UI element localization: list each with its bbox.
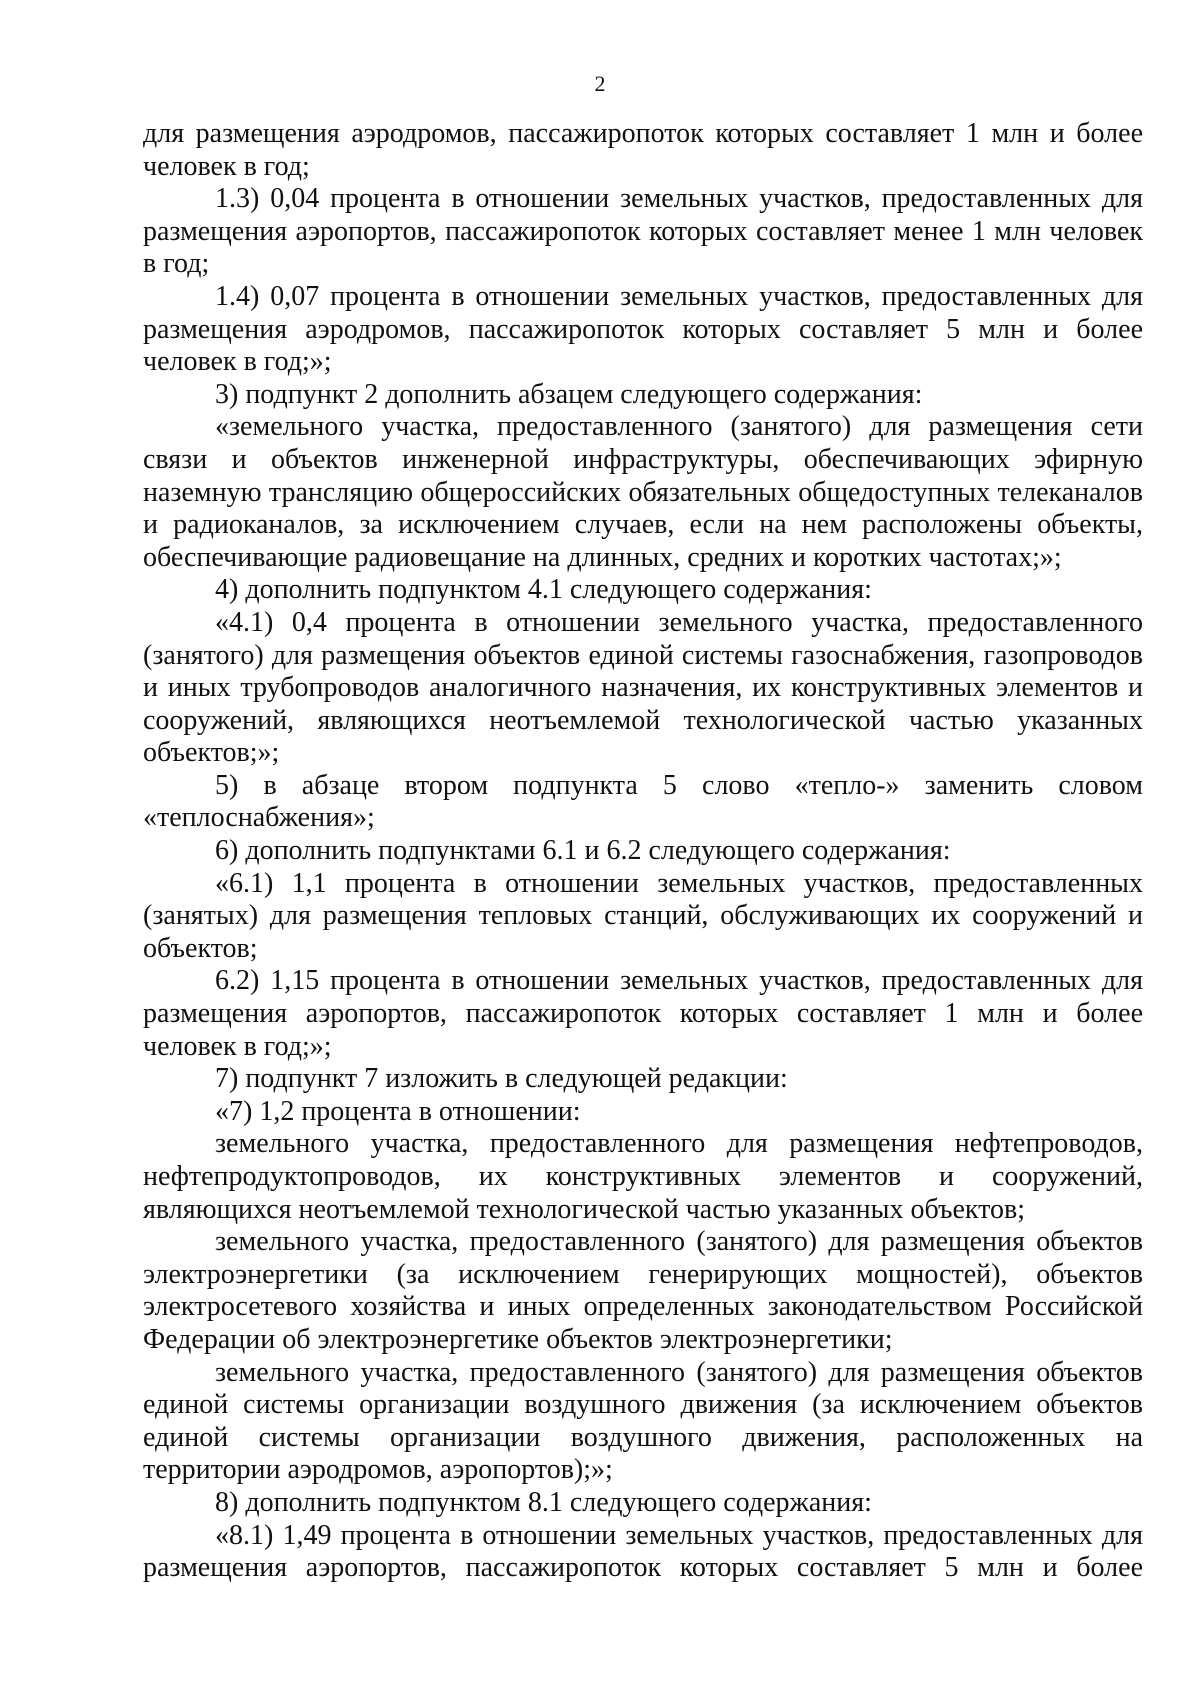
paragraph: 3) подпункт 2 дополнить абзацем следующего содержания: xyxy=(215,378,923,410)
paragraph: земельного участка, предоставленного для размещения нефтепроводов, нефтепродуктопроводов, их конструктивных элементов и сооружений, являющихся неотъемлемой технологической частью указанных объектов; xyxy=(143,1128,1143,1225)
paragraph: 7) подпункт 7 изложить в следующей редакции: xyxy=(215,1063,788,1095)
paragraph: 6) дополнить подпунктами 6.1 и 6.2 следующего содержания: xyxy=(215,835,951,867)
paragraph: «7) 1,2 процента в отношении: xyxy=(215,1095,581,1127)
paragraph: «земельного участка, предоставленного (занятого) для размещения сети связи и объектов инженерной инфраструктуры, обеспечивающих эфирную наземную трансляцию общероссийских обязательных общедоступных телеканалов и радиоканалов, за исключением случаев, если на нем расположены объекты, обеспечивающие радиовещание на длинных, средних и коротких частотах;»; xyxy=(143,411,1143,573)
paragraph: «4.1) 0,4 процента в отношении земельного участка, предоставленного (занятого) для размещения объектов единой системы газоснабжения, газопроводов и иных трубопроводов аналогичного назначения, их конструктивных элементов и сооружений, являющихся неотъемлемой технологической частью указанных объектов;»; xyxy=(143,606,1143,769)
paragraph: 6.2) 1,15 процента в отношении земельных участков, предоставленных для размещения аэропортов, пассажиропоток которых составляет 1 млн и более человек в год;»; xyxy=(143,965,1143,1062)
paragraph: 1.3) 0,04 процента в отношении земельных участков, предоставленных для размещения аэропортов, пассажиропоток которых составляет менее 1 млн человек в год; xyxy=(143,183,1143,280)
paragraph: земельного участка, предоставленного (занятого) для размещения объектов единой системы организации воздушного движения (за исключением объектов единой системы организации воздушного движения, расположенных на территории аэродромов, аэропортов);»; xyxy=(143,1356,1143,1486)
paragraph: земельного участка, предоставленного (занятого) для размещения объектов электроэнергетики (за исключением генерирующих мощностей), объектов электросетевого хозяйства и иных определенных законодательством Российской Федерации об электроэнергетике объектов электроэнергетики; xyxy=(143,1226,1143,1355)
page-number: 2 xyxy=(594,71,606,96)
paragraph: «8.1) 1,49 процента в отношении земельных участков, предоставленных для размещения аэропортов, пассажиропоток которых составляет 5 млн и более xyxy=(143,1519,1143,1584)
paragraph: 5) в абзаце втором подпункта 5 слово «тепло-» заменить словом «теплоснабжения»; xyxy=(143,769,1143,834)
paragraph: 1.4) 0,07 процента в отношении земельных участков, предоставленных для размещения аэродромов, пассажиропоток которых составляет 5 млн и более человек в год;»; xyxy=(143,280,1143,378)
paragraph: 4) дополнить подпунктом 4.1 следующего содержания: xyxy=(215,574,872,606)
document-body xyxy=(143,118,1143,1585)
paragraph: «6.1) 1,1 процента в отношении земельных участков, предоставленных (занятых) для размещения тепловых станций, обслуживающих их сооружений и объектов; xyxy=(143,867,1143,964)
paragraph: 8) дополнить подпунктом 8.1 следующего содержания: xyxy=(215,1486,872,1518)
paragraph: для размещения аэродромов, пассажиропоток которых составляет 1 млн и более человек в год; xyxy=(143,118,1143,182)
